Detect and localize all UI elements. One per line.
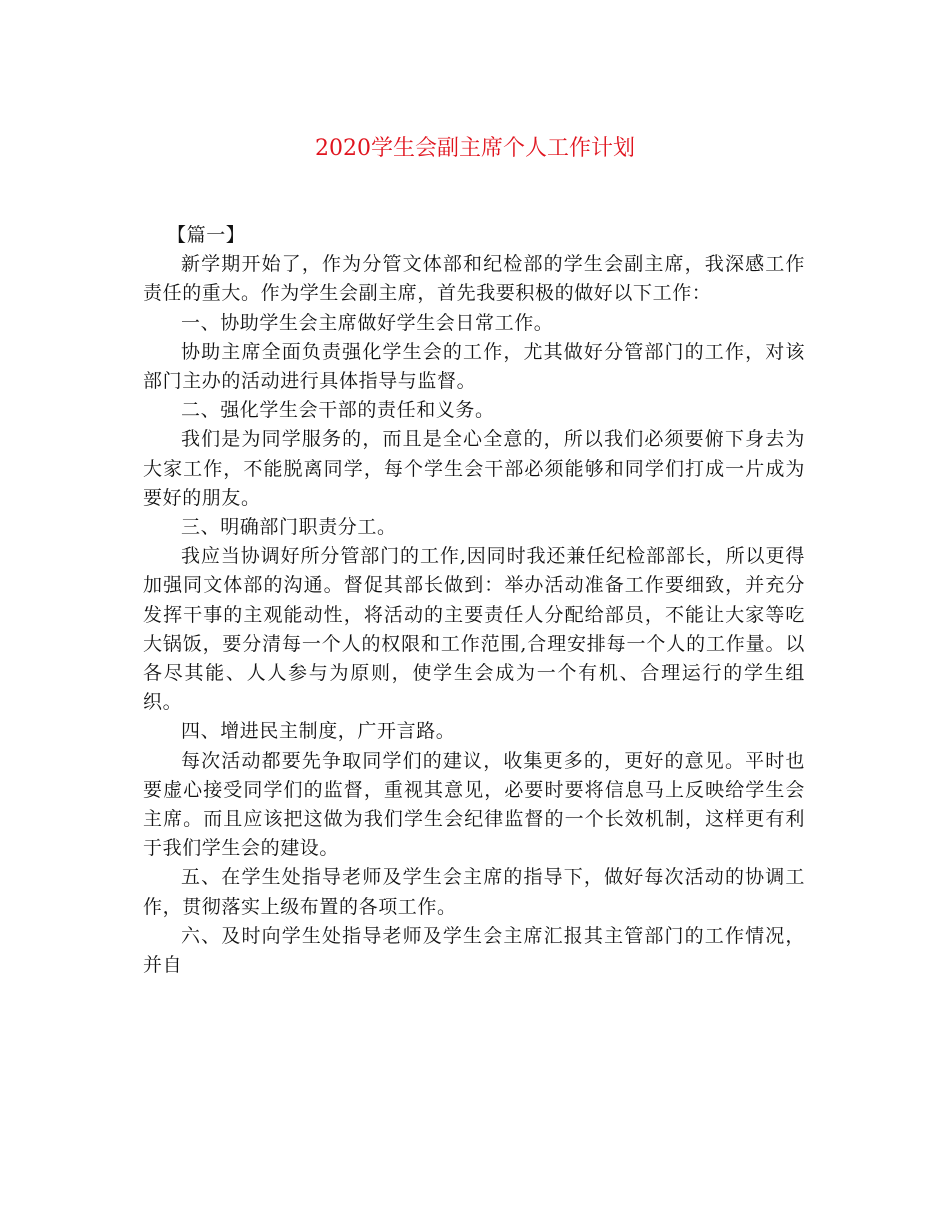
heading-item-3: 三、明确部门职责分工。 bbox=[181, 516, 397, 539]
heading-item-4: 四、增进民主制度，广开言路。 bbox=[181, 720, 456, 743]
paragraph-item-6: 六、及时向学生处指导老师及学生会主席汇报其主管部门的工作情况，并自 bbox=[143, 924, 805, 977]
document-body bbox=[143, 221, 805, 980]
heading-item-1: 一、协助学生会主席做好学生会日常工作。 bbox=[181, 311, 554, 334]
paragraph-intro: 新学期开始了，作为分管文体部和纪检部的学生会副主席，我深感工作责任的重大。作为学生会副主席，首先我要积极的做好以下工作： bbox=[143, 253, 805, 305]
paragraph-item-3: 我应当协调好所分管部门的工作,因同时我还兼任纪检部部长，所以更得加强同文体部的沟通。督促其部长做到：举办活动准备工作要细致，并充分发挥干事的主观能动性，将活动的主要责任人分配给部员，不能让大家等吃大锅饭，要分清每一个人的权限和工作范围,合理安排每一个人的工作量。以各尽其能、人人参与为原则，使学生会成为一个有机、合理运行的学生组织。 bbox=[143, 545, 805, 714]
paragraph-item-5: 五、在学生处指导老师及学生会主席的指导下，做好每次活动的协调工作，贯彻落实上级布置的各项工作。 bbox=[143, 866, 805, 918]
heading-item-2: 二、强化学生会干部的责任和义务。 bbox=[181, 399, 495, 422]
paragraph-item-4: 每次活动都要先争取同学们的建议，收集更多的，更好的意见。平时也要虚心接受同学们的监督，重视其意见，必要时要将信息马上反映给学生会主席。而且应该把这做为我们学生会纪律监督的一个长效机制，这样更有利于我们学生会的建设。 bbox=[143, 749, 805, 860]
section-tag: 【篇一】 bbox=[167, 224, 246, 246]
document-title: 2020学生会副主席个人工作计划 bbox=[315, 136, 635, 161]
paragraph-item-2: 我们是为同学服务的，而且是全心全意的，所以我们必须要俯下身去为大家工作，不能脱离同学，每个学生会干部必须能够和同学们打成一片成为要好的朋友。 bbox=[143, 428, 805, 509]
paragraph-item-1: 协助主席全面负责强化学生会的工作，尤其做好分管部门的工作，对该部门主办的活动进行具体指导与监督。 bbox=[143, 340, 805, 393]
